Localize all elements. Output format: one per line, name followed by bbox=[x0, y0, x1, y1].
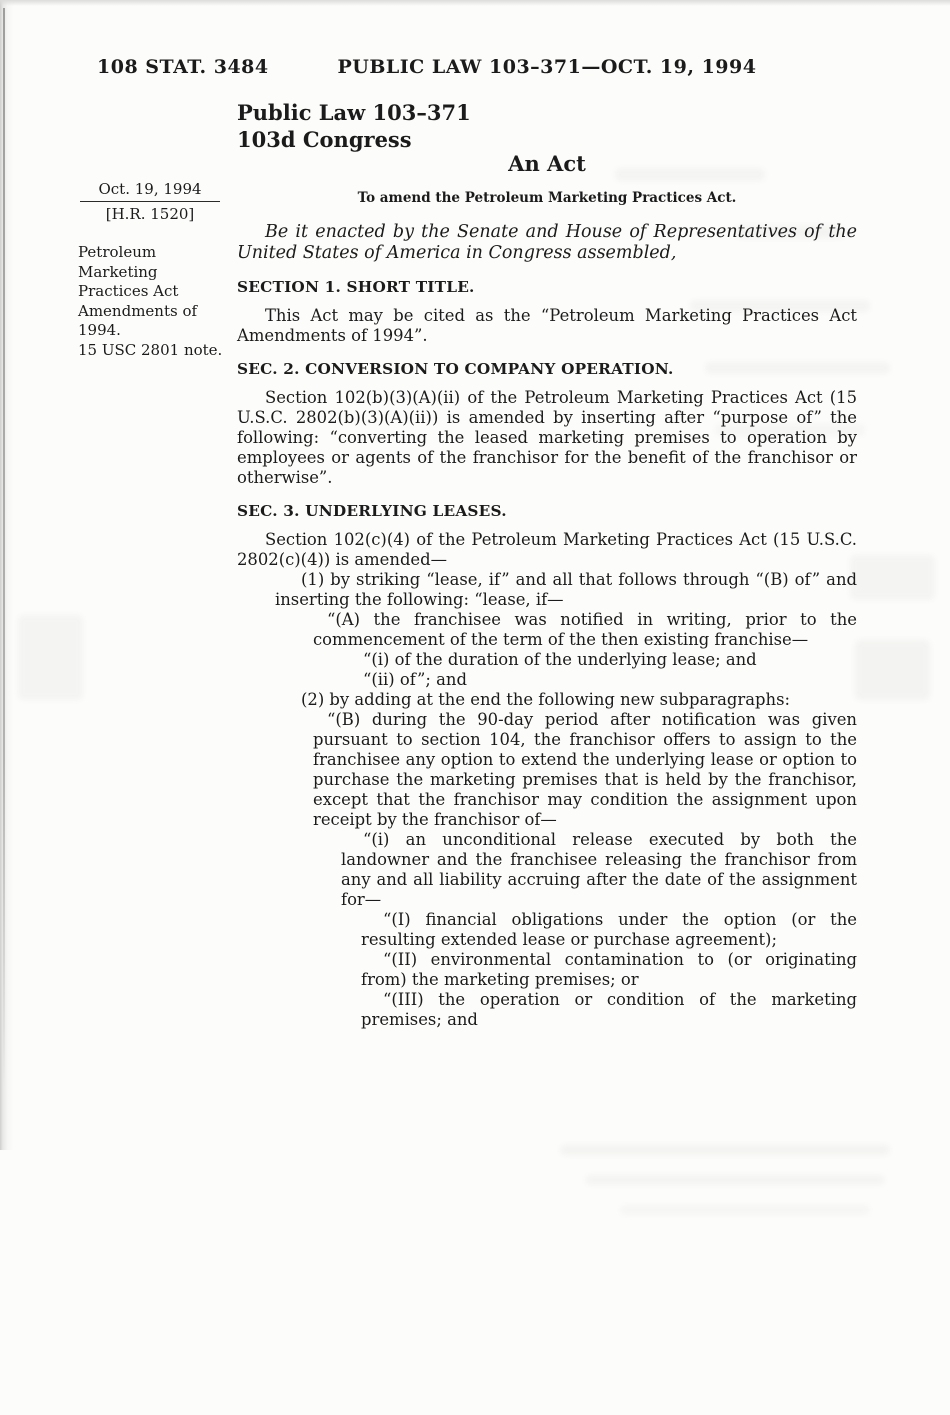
congress-number: 103d Congress bbox=[237, 127, 412, 152]
margin-rule bbox=[80, 201, 220, 202]
margin-act-name-note: Petroleum Marketing Practices Act Amendments of 1994. bbox=[78, 243, 198, 339]
scan-artifact bbox=[620, 1205, 870, 1215]
act-heading: An Act bbox=[508, 151, 586, 176]
scan-artifact bbox=[585, 1175, 885, 1185]
enacting-clause: Be it enacted by the Senate and House of Representatives of the United States of America in Congress assembled, bbox=[237, 222, 857, 263]
scan-artifact bbox=[850, 555, 935, 600]
statute-body bbox=[237, 222, 857, 1030]
scan-edge-left bbox=[0, 0, 14, 1150]
section-3-clause-A-ii: “(ii) of”; and bbox=[363, 670, 467, 689]
margin-usc-note: 15 USC 2801 note. bbox=[78, 340, 223, 359]
running-head-citation: PUBLIC LAW 103–371—OCT. 19, 1994 bbox=[337, 56, 757, 78]
scan-edge-top bbox=[0, 0, 950, 6]
section-3-clause-2: (2) by adding at the end the following new subparagraphs: bbox=[301, 690, 791, 709]
margin-note-block bbox=[78, 243, 224, 360]
section-3-clause-B-i: “(i) an unconditional release executed by both the landowner and the franchisee releasing the franchisor from any and all liability accruing after the date of the assignment for— bbox=[341, 830, 857, 909]
stat-page-number: 108 STAT. 3484 bbox=[97, 56, 269, 78]
section-1-heading: SECTION 1. SHORT TITLE. bbox=[237, 278, 475, 296]
section-3-clause-1: (1) by striking “lease, if” and all that follows through “(B) of” and inserting the following: “lease, if— bbox=[275, 570, 857, 609]
scan-artifact bbox=[18, 615, 83, 700]
scan-artifact bbox=[855, 640, 930, 700]
section-3-subclause-II: “(II) environmental contamination to (or originating from) the marketing premises; or bbox=[361, 950, 857, 989]
section-2-paragraph: Section 102(b)(3)(A)(ii) of the Petroleum Marketing Practices Act (15 U.S.C. 2802(b)(3)(A)(ii)) is amended by inserting after “purpose of” the following: “converting the leased marketing premises to operation by employees or agents of the franchisor for the benefit of the franchisor or otherwise”. bbox=[237, 388, 857, 487]
section-3-subparagraph-A: “(A) the franchisee was notified in writing, prior to the commencement of the term of the then existing franchise— bbox=[313, 610, 857, 649]
public-law-number: Public Law 103–371 bbox=[237, 100, 471, 125]
section-3-subclause-III: “(III) the operation or condition of the marketing premises; and bbox=[361, 990, 857, 1029]
section-3-subparagraph-B: “(B) during the 90-day period after notification was given pursuant to section 104, the franchisor offers to assign to the franchisee any option to extend the underlying lease or option to purchase the marketing premises that is held by the franchisor, except that the franchisor may condition the assignment upon receipt by the franchisor of— bbox=[313, 710, 857, 829]
scan-artifact bbox=[560, 1145, 890, 1155]
margin-date-block bbox=[80, 180, 220, 224]
section-1-paragraph: This Act may be cited as the “Petroleum Marketing Practices Act Amendments of 1994”. bbox=[237, 306, 857, 345]
section-3-paragraph-intro: Section 102(c)(4) of the Petroleum Marketing Practices Act (15 U.S.C. 2802(c)(4)) is amended— bbox=[237, 530, 857, 569]
law-title-block bbox=[237, 99, 471, 153]
scan-edge-line bbox=[3, 8, 5, 1088]
margin-date: Oct. 19, 1994 bbox=[98, 180, 202, 198]
section-3-clause-A-i: “(i) of the duration of the underlying lease; and bbox=[363, 650, 757, 669]
act-purpose: To amend the Petroleum Marketing Practices Act. bbox=[357, 190, 737, 206]
section-2-heading: SEC. 2. CONVERSION TO COMPANY OPERATION. bbox=[237, 360, 674, 378]
section-3-subclause-I: “(I) financial obligations under the option (or the resulting extended lease or purchase agreement); bbox=[361, 910, 857, 949]
running-head bbox=[0, 56, 950, 86]
section-3-heading: SEC. 3. UNDERLYING LEASES. bbox=[237, 502, 507, 520]
margin-bill-number: [H.R. 1520] bbox=[105, 205, 195, 223]
